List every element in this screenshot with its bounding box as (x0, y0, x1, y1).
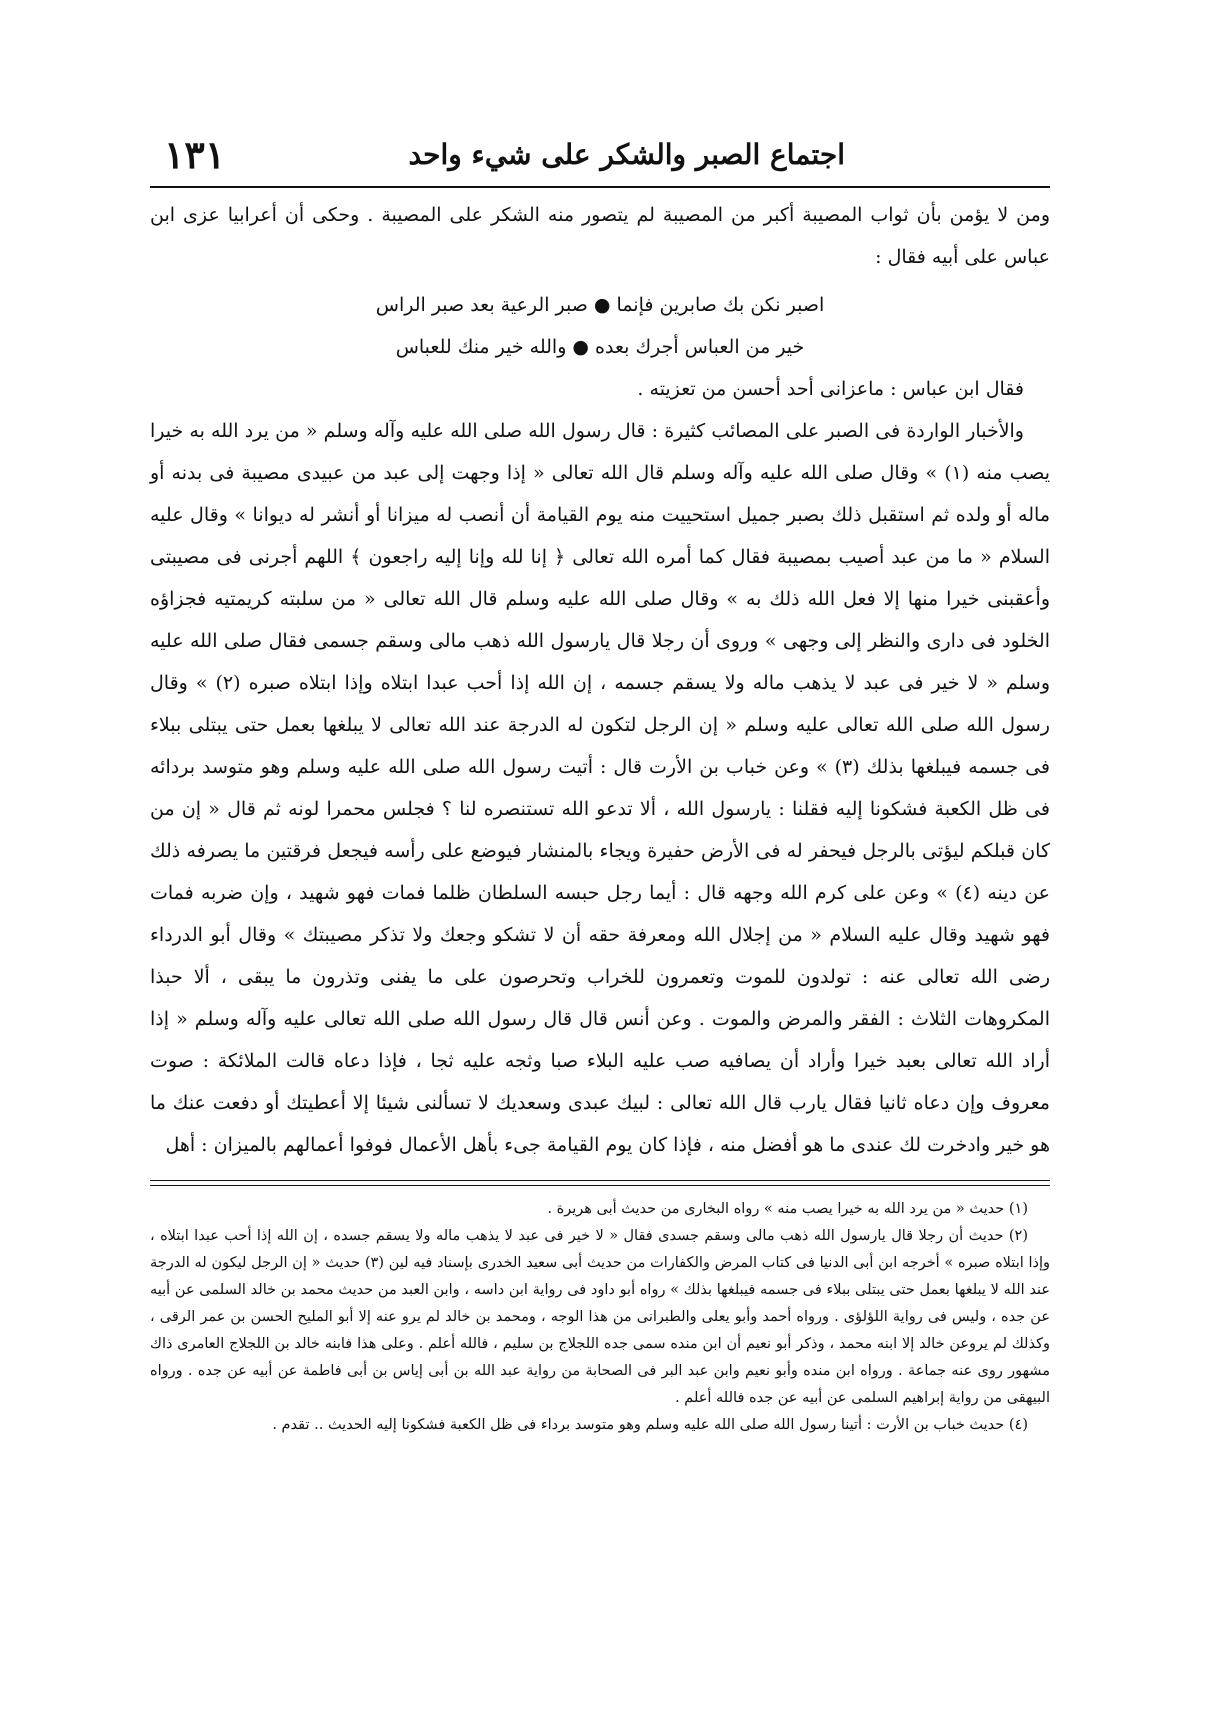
poem-line: اصبر نكن بك صابرين فإنما ● صبر الرعية بعد صبر الراس (375, 294, 825, 316)
footnote-2-3: (٢) حديث أن رجلا قال يارسول الله ذهب مالى وسقم جسدى فقال « لا خير فى عبد لا يذهب ماله ولا يسقم جسده ، إن الله إذا أحب عبدا ابتلاه ، وإذا ابتلاه صبره » أخرجه ابن أبى الدنيا فى كتاب المرض والكفارات من حديث أبى سعيد الخدرى بإسناد فيه لين (٣) حديث « إن الرجل ليكون له الدرجة عند الله لا يبلغها بعمل حتى يبتلى ببلاء فى جسمه فيبلغها بذلك » رواه أبو داود فى رواية ابن داسه ، وابن العبد من حديث محمد بن خالد السلمى عن أبيه عن جده ، وليس فى رواية اللؤلؤى . ورواه أحمد وأبو يعلى والطبرانى من هذا الوجه ، ومحمد بن خالد لم يرو عنه إلا أبو المليح الحسن بن عمر الرقى ، وكذلك لم يروعن خالد إلا ابنه محمد ، وذكر أبو نعيم أن ابن منده سمى جده اللجلاج بن سليم ، فالله أعلم . وعلى هذا فابنه خالد بن اللجلاج العامرى ذاك مشهور روى عنه جماعة . ورواه ابن منده وأبو نعيم وابن عبد البر فى الصحابة من رواية عبد الله بن أبى إياس بن أبى فاطمة عن أبيه عن جده . ورواه البيهقى من رواية إبراهيم السلمى عن أبيه عن جده فالله أعلم . (150, 1228, 1051, 1406)
book-page (150, 128, 1050, 1439)
footnote-divider (150, 1180, 1050, 1186)
main-text (150, 194, 1050, 1166)
page-header (150, 128, 1050, 188)
poem-line: خير من العباس أجرك بعده ● والله خير منك للعباس (395, 336, 805, 358)
footnote-4: (٤) حديث خباب بن الأرت : أتينا رسول الله صلى الله عليه وسلم وهو متوسد برداء فى ظل الكعبة فشكونا إليه الحديث .. تقدم . (272, 1417, 1028, 1433)
page-number: ١٣١ (164, 132, 226, 177)
poem (150, 284, 1050, 368)
reply-paragraph: فقال ابن عباس : ماعزانى أحد أحسن من تعزيته . (637, 378, 1024, 400)
page-title: اجتماع الصبر والشكر على شيء واحد (408, 138, 845, 171)
footnote-1: (١) حديث « من يرد الله به خيرا يصب منه » رواه البخارى من حديث أبى هريرة . (547, 1201, 1028, 1217)
intro-paragraph: ومن لا يؤمن بأن ثواب المصيبة أكبر من المصيبة لم يتصور منه الشكر على المصيبة . وحكى أن أعرابيا عزى ابن عباس على أبيه فقال : (150, 204, 1050, 268)
hadith-paragraph: والأخبار الواردة فى الصبر على المصائب كثيرة : قال رسول الله صلى الله عليه وآله وسلم « من يرد الله به خيرا يصب منه (١) » وقال صلى الله عليه وآله وسلم قال الله تعالى « إذا وجهت إلى عبد من عبيدى مصيبة فى بدنه أو ماله أو ولده ثم استقبل ذلك بصبر جميل استحييت منه يوم القيامة أن أنصب له ميزانا أو أنشر له ديوانا » وقال عليه السلام « ما من عبد أصيب بمصيبة فقال كما أمره الله تعالى ﴿ إنا لله وإنا إليه راجعون ﴾ اللهم أجرنى فى مصيبتى وأعقبنى خيرا منها إلا فعل الله ذلك به » وقال صلى الله عليه وسلم قال الله تعالى « من سلبته كريمتيه فجزاؤه الخلود فى دارى والنظر إلى وجهى » وروى أن رجلا قال يارسول الله ذهب مالى وسقم جسمى فقال صلى الله عليه وسلم « لا خير فى عبد لا يذهب ماله ولا يسقم جسمه ، إن الله إذا أحب عبدا ابتلاه وإذا ابتلاه صبره (٢) » وقال رسول الله صلى الله تعالى عليه وسلم « إن الرجل لتكون له الدرجة عند الله تعالى لا يبلغها بعمل حتى يبتلى ببلاء فى جسمه فيبلغها بذلك (٣) » وعن خباب بن الأرت قال : أتيت رسول الله صلى الله عليه وسلم وهو متوسد بردائه فى ظل الكعبة فشكونا إليه فقلنا : يارسول الله ، ألا تدعو الله تستنصره لنا ؟ فجلس محمرا لونه ثم قال « إن من كان قبلكم ليؤتى بالرجل فيحفر له فى الأرض حفيرة ويجاء بالمنشار فيوضع على رأسه فيجعل فرقتين ما يصرفه ذلك عن دينه (٤) » وعن على كرم الله وجهه قال : أيما رجل حبسه السلطان ظلما فمات فهو شهيد ، وإن ضربه فمات فهو شهيد وقال عليه السلام « من إجلال الله ومعرفة حقه أن لا تشكو وجعك ولا تذكر مصيبتك » وقال أبو الدرداء رضى الله تعالى عنه : تولدون للموت وتعمرون للخراب وتحرصون على ما يفنى وتذرون ما يبقى ، ألا حبذا المكروهات الثلاث : الفقر والمرض والموت . وعن أنس قال قال رسول الله صلى الله تعالى عليه وآله وسلم « إذا أراد الله تعالى بعبد خيرا وأراد أن يصافيه صب عليه البلاء صبا وثجه عليه ثجا ، فإذا دعاه قالت الملائكة : صوت معروف وإن دعاه ثانيا فقال يارب قال الله تعالى : لبيك عبدى وسعديك لا تسألنى شيئا إلا أعطيتك أو دفعت عنك ما هو خير وادخرت لك عندى ما هو أفضل منه ، فإذا كان يوم القيامة جىء بأهل الأعمال فوفوا أعمالهم بالميزان : أهل (150, 420, 1050, 1156)
footnotes (150, 1196, 1050, 1439)
